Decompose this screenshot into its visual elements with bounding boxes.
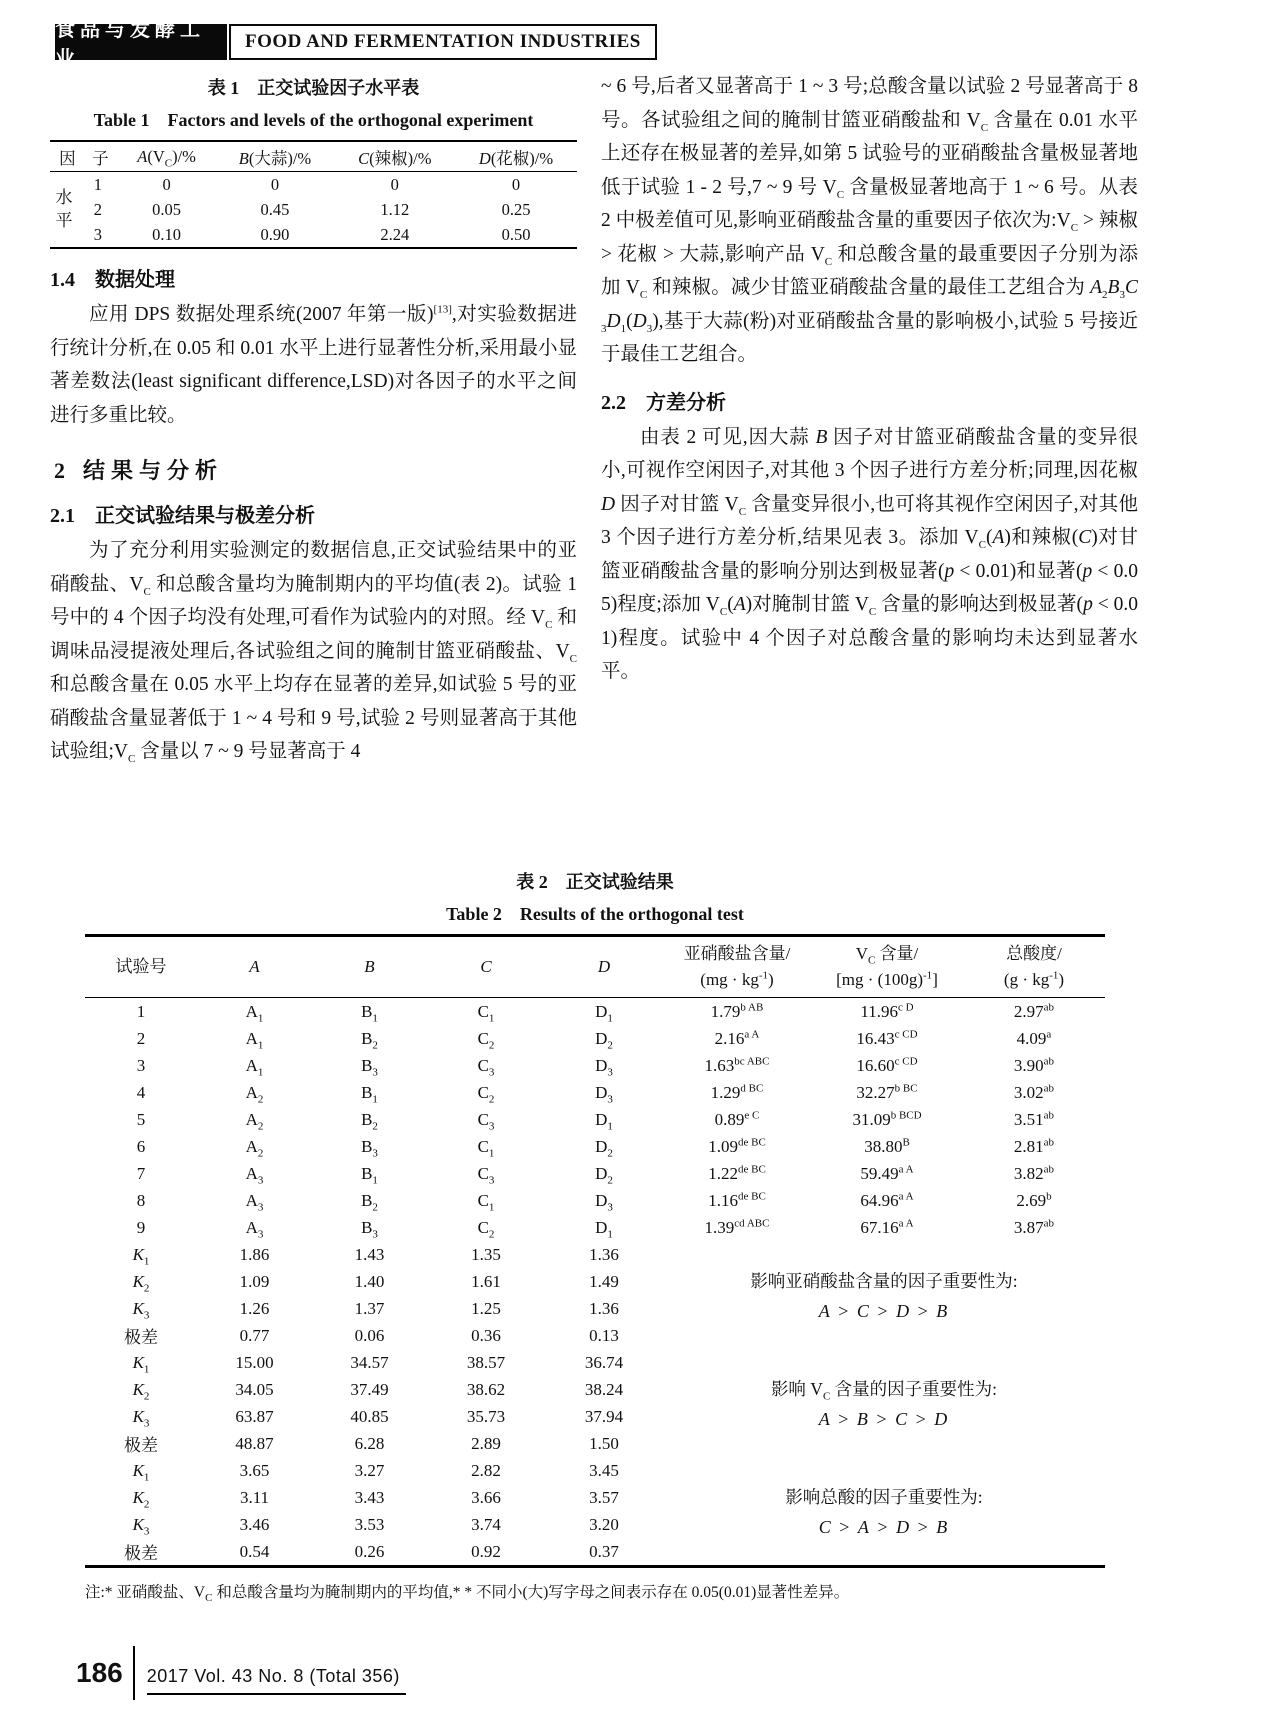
journal-logo-zh: 食品与发酵工业 — [55, 24, 227, 60]
section-2-title: 结果与分析 — [83, 458, 224, 483]
table2-c-cell: $C_1$ — [477, 1001, 495, 1024]
table2-block — [85, 868, 1105, 1618]
table1 — [50, 140, 577, 249]
table2-stat-value: 37.94 — [584, 1406, 624, 1426]
table2-stat-value: 1.49 — [589, 1271, 619, 1291]
table2-no-cell: 3 — [136, 1055, 146, 1075]
importance-note-text: 影响总酸的因子重要性为: — [785, 1487, 983, 1507]
table2-stat-value: 3.20 — [589, 1514, 619, 1534]
table2-run-row — [85, 1079, 1105, 1106]
table2-no-cell: 2 — [136, 1028, 146, 1048]
table2-stat-value: 1.35 — [471, 1244, 501, 1264]
table2-no-cell: 8 — [136, 1190, 146, 1210]
table2-stat-label: $K_3$ — [132, 1298, 150, 1321]
table1-level-number: 1 — [93, 174, 102, 194]
section-2-heading — [54, 454, 577, 485]
table2-nitrite-cell: $1.63^{bc ABC}$ — [704, 1054, 770, 1075]
table2-stat-value: 35.73 — [466, 1406, 506, 1426]
table2-acid-cell: 4.09$^a$ — [1016, 1027, 1052, 1048]
table2-run-row — [85, 1106, 1105, 1133]
table2-no-cell: 6 — [136, 1136, 146, 1156]
table2-stat-label: $K_1$ — [132, 1352, 150, 1375]
table2-header-nitrite: 亚硝酸盐含量/ $(mg \cdot kg^{-1})$ — [683, 943, 791, 989]
table2-header-vc: $V_C$ 含量/ $[mg \cdot (100g)^{-1}]$ — [836, 943, 938, 989]
table2-vc-cell: $16.43^{c CD}$ — [856, 1027, 918, 1048]
section-2-2-paragraph: 由表 2 可见,因大蒜 B 因子对甘篮亚硝酸盐含量的变异很小,可视作空闲因子,对其他 3 个因子进行方差分析;同理,因花椒 D 因子对甘篮 $V_C$ 含量变异很小,也可将其视作空闲因子,对其他 3 个因子进行方差分析,结果见表 3。添加 $V_C(A)$和辣椒(C)对甘篮亚硝酸盐含量的影响分别达到极显著(p < 0.01)和显著(p < 0.05)程度;添加 $V_C(A)$对腌制甘篮 $V_C$ 含量的影响达到极显著(p < 0.01)程度。试验中 4 个因子对总酸含量的影响均未达到显著水平。 — [601, 426, 1139, 682]
table2-stat-value: 3.27 — [354, 1460, 385, 1480]
table1-title-zh: 表 1 正交试验因子水平表 — [207, 78, 420, 98]
table2-d-cell: $D_2$ — [595, 1028, 613, 1051]
table2-nitrite-cell: $1.29^{d BC}$ — [710, 1081, 764, 1102]
table1-value-cell: 0.90 — [260, 224, 290, 244]
table2-stat-value: 1.50 — [589, 1433, 619, 1453]
table2-a-cell: $A_2$ — [245, 1109, 264, 1132]
table2-no-cell: 9 — [136, 1217, 146, 1237]
table2-a-cell: $A_2$ — [245, 1136, 264, 1159]
table2-stat-value: 3.66 — [471, 1487, 501, 1507]
table2-no-cell: 5 — [136, 1109, 146, 1129]
importance-order: A > C > D > B — [818, 1301, 950, 1321]
table2-stat-value: 3.46 — [239, 1514, 270, 1534]
table2-stat-value: 1.40 — [354, 1271, 385, 1291]
table2-nitrite-cell: $1.39^{cd ABC}$ — [704, 1216, 770, 1237]
section-1-4-heading: 1.4 数据处理 — [50, 269, 175, 291]
table1-value-cell: 2.24 — [380, 224, 410, 244]
table2-d-cell: $D_1$ — [595, 1001, 613, 1024]
table2-c-cell: $C_3$ — [477, 1163, 495, 1186]
table2-a-cell: $A_3$ — [245, 1190, 264, 1213]
table2-stat-value: 36.74 — [584, 1352, 624, 1372]
table2-stat-value: 0.54 — [239, 1541, 270, 1561]
table2-b-cell: $B_2$ — [361, 1190, 378, 1213]
table2-vc-cell: $67.16^{a A}$ — [860, 1216, 914, 1237]
table1-value-cell: 0 — [162, 174, 171, 194]
table2-nitrite-cell: $1.09^{de BC}$ — [708, 1135, 766, 1156]
right-column — [601, 70, 1138, 689]
table2-c-cell: $C_1$ — [477, 1190, 495, 1213]
table2-stat-value: 1.61 — [471, 1271, 501, 1291]
table1-level-row — [50, 197, 577, 222]
table2-d-cell: $D_3$ — [595, 1190, 613, 1213]
table2-b-cell: $B_1$ — [361, 1163, 378, 1186]
table2-stat-value: 1.36 — [589, 1298, 619, 1318]
table2-importance-note — [663, 1457, 1105, 1567]
table2-header-A: A — [249, 956, 260, 976]
table2-title-en: Table 2 Results of the orthogonal test — [446, 904, 744, 924]
table2-stat-value: 0.06 — [354, 1325, 385, 1345]
table2-header-acid: 总酸度/ $(g \cdot kg^{-1})$ — [1003, 943, 1065, 989]
table2-stat-value: 38.62 — [466, 1379, 506, 1399]
table2-run-row — [85, 998, 1105, 1026]
table2-stat-label: $K_2$ — [132, 1379, 150, 1402]
table2-stat-value: 3.74 — [471, 1514, 501, 1534]
table2-stat-value: 48.87 — [235, 1433, 274, 1453]
table2-vc-cell: $59.49^{a A}$ — [860, 1162, 914, 1183]
table2-c-cell: $C_2$ — [477, 1028, 495, 1051]
table2-stat-label: 极差 — [124, 1328, 158, 1347]
section-2-number: 2 — [54, 458, 65, 483]
table1-value-cell: 0.05 — [152, 199, 182, 219]
page-footer — [76, 1646, 406, 1700]
table2-stat-label: $K_1$ — [132, 1244, 150, 1267]
table2-stat-value: 1.09 — [239, 1271, 270, 1291]
table2-b-cell: $B_3$ — [361, 1217, 378, 1240]
table2-stat-value: 2.89 — [471, 1433, 501, 1453]
section-2-1-paragraph: 为了充分利用实验测定的数据信息,正交试验结果中的亚硝酸盐、$V_C$ 和总酸含量均为腌制期内的平均值(表 2)。试验 1 号中的 4 个因子均没有处理,可看作为试验内的对照。经 $V_C$ 和调味品浸提液处理后,各试验组之间的腌制甘篮亚硝酸盐、$V_C$ 和总酸含量在 0.05 水平上均存在显著的差异,如试验 5 号的亚硝酸盐含量显著低于 1 ~ 4 号和 9 号,试验 2 号则显著高于其他试验组$;V_C$ 含量以 7 ~ 9 号显著高于 4 — [50, 540, 577, 765]
table2-vc-cell: $64.96^{a A}$ — [860, 1189, 914, 1210]
table2-stat-label: $K_3$ — [132, 1514, 150, 1537]
table2-stat-value: 0.36 — [471, 1325, 501, 1345]
table2-stat-value: 40.85 — [350, 1406, 389, 1426]
table1-block — [50, 74, 577, 249]
table2-no-cell: 7 — [136, 1163, 146, 1183]
table1-level-row — [50, 222, 577, 248]
table2-d-cell: $D_2$ — [595, 1163, 613, 1186]
table2-stat-value: 1.26 — [239, 1298, 270, 1318]
left-column — [50, 70, 577, 769]
table2-stat-label: $K_2$ — [132, 1487, 150, 1510]
table2-stat-value: 0.92 — [471, 1541, 501, 1561]
table2-b-cell: $B_2$ — [361, 1028, 378, 1051]
table2-a-cell: $A_3$ — [245, 1217, 264, 1240]
table2-nitrite-cell: $1.79^{b AB}$ — [710, 1000, 764, 1021]
table2-stat-value: 0.77 — [239, 1325, 270, 1345]
footer-divider — [133, 1646, 135, 1700]
footer-citation: 2017 Vol. 43 No. 8 (Total 356) — [147, 1652, 406, 1695]
table2-stat-value: 1.43 — [354, 1244, 385, 1264]
table2-stat-value: 3.65 — [239, 1460, 270, 1480]
table2-header-run: 试验号 — [115, 956, 167, 976]
table1-header-factor: 因 子 — [59, 148, 109, 168]
table1-value-cell: 0.45 — [260, 199, 290, 219]
table2-stat-value: 1.37 — [354, 1298, 385, 1318]
table2-stat-value: 15.00 — [235, 1352, 274, 1372]
table2-stat-value: 3.45 — [589, 1460, 619, 1480]
table1-header-D: D(花椒)/% — [478, 148, 554, 168]
table2-stat-row — [85, 1241, 1105, 1268]
table2-stat-value: 3.57 — [589, 1487, 619, 1507]
table1-stub-label: 水平 — [55, 187, 73, 230]
table2-no-cell: 4 — [136, 1082, 146, 1102]
importance-order: A > B > C > D — [818, 1409, 950, 1429]
importance-order: C > A > D > B — [818, 1517, 950, 1537]
importance-note-text: 影响 $V_C$ 含量的因子重要性为: — [770, 1379, 998, 1403]
table2-stat-label: $K_1$ — [132, 1460, 150, 1483]
table2 — [85, 934, 1105, 1568]
table2-stat-value: 3.11 — [239, 1487, 270, 1507]
table2-run-row — [85, 1025, 1105, 1052]
table1-value-cell: 1.12 — [380, 199, 410, 219]
table2-nitrite-cell: $1.16^{de BC}$ — [708, 1189, 766, 1210]
table2-importance-note — [663, 1349, 1105, 1457]
table2-run-row — [85, 1160, 1105, 1187]
table1-level-number: 2 — [93, 199, 102, 219]
table2-acid-cell: 2.97$^{ab}$ — [1013, 1000, 1055, 1021]
table2-header-C: C — [480, 956, 492, 976]
table2-stat-value: 63.87 — [235, 1406, 274, 1426]
table2-stat-value: 38.24 — [584, 1379, 624, 1399]
table2-b-cell: $B_3$ — [361, 1055, 378, 1078]
table2-stat-value: 34.05 — [235, 1379, 274, 1399]
table2-d-cell: $D_3$ — [595, 1082, 613, 1105]
right-column-top-paragraph: ~ 6 号,后者又显著高于 1 ~ 3 号;总酸含量以试验 2 号显著高于 8 号。各试验组之间的腌制甘篮亚硝酸盐和 $V_C$ 含量在 0.01 水平上还存在极显著的差异,如第 5 试验号的亚硝酸盐含量极显著地低于试验 1 - 2 号,7 ~ 9 号 $V_C$ 含量极显著地高于 1 ~ 6 号。从表 2 中极差值可见,影响亚硝酸盐含量的重要因子依次为$:V_C$ > 辣椒 > 花椒 > 大蒜,影响产品 $V_C$ 和总酸含量的最重要因子分别为添加 $V_C$ 和辣椒。减少甘篮亚硝酸盐含量的最佳工艺组合为 $A_2B_3C_3D_1(D_3)$,基于大蒜(粉)对亚硝酸盐含量的影响极小,试验 5 号接近于最佳工艺组合。 — [601, 76, 1138, 365]
table2-d-cell: $D_1$ — [595, 1109, 613, 1132]
table2-vc-cell: $32.27^{b BC}$ — [856, 1081, 918, 1102]
table2-c-cell: $C_3$ — [477, 1055, 495, 1078]
table2-b-cell: $B_1$ — [361, 1001, 378, 1024]
table2-stat-label: 极差 — [124, 1436, 158, 1455]
journal-header — [55, 19, 657, 70]
table2-stat-value: 2.82 — [471, 1460, 501, 1480]
table2-acid-cell: 3.87$^{ab}$ — [1013, 1216, 1055, 1237]
table2-vc-cell: $31.09^{b BCD}$ — [852, 1108, 922, 1129]
table2-header-D: D — [597, 956, 611, 976]
table2-a-cell: $A_1$ — [245, 1001, 264, 1024]
section-2-2-heading: 2.2 方差分析 — [601, 391, 726, 414]
table2-stat-value: 0.26 — [354, 1541, 385, 1561]
table2-footnote: 注:* 亚硝酸盐、$V_C$ 和总酸含量均为腌制期内的平均值,* * 不同小(大)写字母之间表示存在 0.05(0.01)显著性差异。 — [85, 1584, 850, 1605]
table2-no-cell: 1 — [136, 1001, 146, 1021]
table2-acid-cell: 3.82$^{ab}$ — [1013, 1162, 1055, 1183]
table2-b-cell: $B_3$ — [361, 1136, 378, 1159]
table1-value-cell: 0 — [390, 174, 399, 194]
table2-acid-cell: 3.02$^{ab}$ — [1013, 1081, 1055, 1102]
journal-logo-en: FOOD AND FERMENTATION INDUSTRIES — [229, 24, 657, 60]
table2-run-row — [85, 1214, 1105, 1241]
table2-b-cell: $B_1$ — [361, 1082, 378, 1105]
table2-acid-cell: 3.51$^{ab}$ — [1013, 1108, 1055, 1129]
table2-stat-row — [85, 1457, 1105, 1484]
table2-d-cell: $D_2$ — [595, 1136, 613, 1159]
table2-nitrite-cell: $1.22^{de BC}$ — [708, 1162, 766, 1183]
table2-stat-value: 0.37 — [589, 1541, 619, 1561]
table2-stat-value: 6.28 — [354, 1433, 385, 1453]
table1-value-cell: 0.25 — [501, 199, 531, 219]
table1-level-row — [50, 172, 577, 198]
table1-title-en: Table 1 Factors and levels of the orthogonal experiment — [93, 110, 534, 130]
table2-d-cell: $D_1$ — [595, 1217, 613, 1240]
table2-c-cell: $C_1$ — [477, 1136, 495, 1159]
table2-c-cell: $C_3$ — [477, 1109, 495, 1132]
table2-header-row — [85, 936, 1105, 998]
table2-c-cell: $C_2$ — [477, 1217, 495, 1240]
table2-stat-label: $K_2$ — [132, 1271, 150, 1294]
table2-run-row — [85, 1187, 1105, 1214]
table2-a-cell: $A_1$ — [245, 1055, 264, 1078]
table1-value-cell: 0.10 — [152, 224, 182, 244]
table2-header-B: B — [364, 956, 375, 976]
table2-stat-value: 3.43 — [354, 1487, 385, 1507]
table2-vc-cell: $11.96^{c D}$ — [860, 1000, 914, 1021]
section-2-1-heading: 2.1 正交试验结果与极差分析 — [50, 505, 315, 527]
table1-header-C: C(辣椒)/% — [358, 148, 432, 168]
table2-stat-value: 3.53 — [354, 1514, 385, 1534]
table2-a-cell: $A_1$ — [245, 1028, 264, 1051]
table2-stat-label: 极差 — [124, 1544, 158, 1563]
table1-value-cell: 0 — [270, 174, 280, 194]
table1-value-cell: 0 — [511, 174, 521, 194]
table2-stat-value: 1.25 — [471, 1298, 501, 1318]
table2-stat-value: 37.49 — [350, 1379, 389, 1399]
table2-vc-cell: $16.60^{c CD}$ — [856, 1054, 918, 1075]
table2-acid-cell: 2.81$^{ab}$ — [1013, 1135, 1055, 1156]
table2-d-cell: $D_3$ — [595, 1055, 613, 1078]
section-1-4-paragraph: 应用 DPS 数据处理系统(2007 年第一版)[13],对实验数据进行统计分析,在 0.05 和 0.01 水平上进行显著性分析,采用最小显著差数法(least significant difference,LSD)对各因子的水平之间进行多重比较。 — [50, 303, 577, 426]
table2-stat-value: 1.36 — [589, 1244, 619, 1264]
table2-stat-value: 38.57 — [466, 1352, 506, 1372]
table2-vc-cell: $38.80^B$ — [864, 1135, 910, 1156]
table2-importance-note — [663, 1241, 1105, 1349]
table1-header-B: B(大蒜)/% — [238, 148, 312, 168]
table2-a-cell: $A_2$ — [245, 1082, 264, 1105]
table2-b-cell: $B_2$ — [361, 1109, 378, 1132]
table1-level-number: 3 — [93, 224, 102, 244]
table2-acid-cell: 3.90$^{ab}$ — [1013, 1054, 1055, 1075]
table2-stat-value: 1.86 — [239, 1244, 270, 1264]
table2-acid-cell: 2.69$^b$ — [1016, 1189, 1052, 1210]
table2-stat-value: 0.13 — [589, 1325, 619, 1345]
table2-stat-row — [85, 1349, 1105, 1376]
table1-header-A: $A(V_C)/\%$ — [137, 146, 196, 169]
table1-value-cell: 0.50 — [501, 224, 531, 244]
table2-a-cell: $A_3$ — [245, 1163, 264, 1186]
table2-run-row — [85, 1133, 1105, 1160]
table2-stat-label: $K_3$ — [132, 1406, 150, 1429]
table2-title-zh: 表 2 正交试验结果 — [516, 872, 674, 892]
importance-note-text: 影响亚硝酸盐含量的因子重要性为: — [750, 1271, 1018, 1291]
table2-nitrite-cell: $0.89^{e C}$ — [714, 1108, 760, 1129]
page-number: 186 — [76, 1657, 123, 1688]
table2-stat-value: 34.57 — [350, 1352, 389, 1372]
table1-header-row — [50, 141, 577, 172]
table2-c-cell: $C_2$ — [477, 1082, 495, 1105]
table2-run-row — [85, 1052, 1105, 1079]
table2-nitrite-cell: $2.16^{a A}$ — [714, 1027, 760, 1048]
